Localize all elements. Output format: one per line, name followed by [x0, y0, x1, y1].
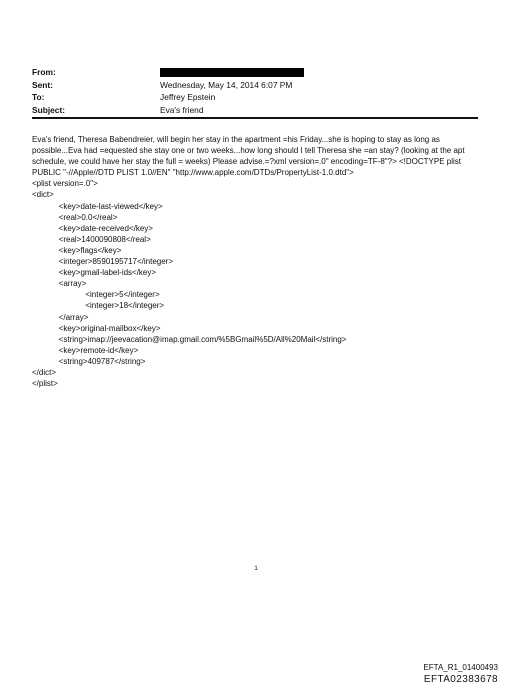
- plist-line: <key>flags</key>: [32, 245, 122, 255]
- plist-line: <key>date-received</key>: [32, 223, 153, 233]
- subject-value: Eva's friend: [160, 105, 204, 116]
- reference-id-top: EFTA_R1_01400493: [423, 663, 498, 672]
- plist-line: <key>gmail-label-ids</key>: [32, 268, 157, 278]
- sent-label: Sent:: [32, 79, 53, 90]
- plist-line: <key>date-last-viewed</key>: [32, 201, 163, 211]
- header-divider: [32, 117, 478, 119]
- plist-line: <key>remote-id</key>: [32, 345, 139, 355]
- plist-line: <dict>: [32, 190, 54, 200]
- page-number: 1: [254, 565, 258, 572]
- plist-line: <real>1400090808</real>: [32, 234, 151, 244]
- plist-block: [32, 178, 484, 389]
- plist-line: <key>original-mailbox</key>: [32, 323, 161, 333]
- plist-line: <plist version=.0">: [32, 179, 98, 189]
- to-row: [32, 91, 492, 104]
- plist-line: <array>: [32, 279, 87, 289]
- plist-line: <string>409787</string>: [32, 356, 146, 366]
- from-label: From:: [32, 67, 56, 78]
- subject-row: [32, 104, 492, 117]
- plist-line: </plist>: [32, 379, 58, 389]
- to-value: Jeffrey Epstein: [160, 92, 216, 103]
- subject-label: Subject:: [32, 105, 66, 116]
- plist-line: </array>: [32, 312, 89, 322]
- plist-line: <integer>5</integer>: [32, 290, 160, 300]
- plist-line: <integer>18</integer>: [32, 301, 165, 311]
- from-row: [32, 66, 492, 79]
- sent-row: [32, 79, 492, 92]
- plist-line: <string>imap://jeevacation@imap.gmail.com/%5BGmail%5D/All%20Mail</string>: [32, 334, 347, 344]
- plist-line: <real>0.0</real>: [32, 212, 118, 222]
- plist-line: </dict>: [32, 367, 57, 377]
- to-label: To:: [32, 92, 45, 103]
- redaction-bar: [160, 68, 304, 77]
- email-body: [32, 134, 484, 389]
- email-header: [32, 66, 492, 116]
- plist-line: <integer>8590195717</integer>: [32, 257, 173, 267]
- sent-value: Wednesday, May 14, 2014 6:07 PM: [160, 79, 293, 90]
- body-paragraph: Eva's friend, Theresa Babendreier, will begin her stay in the apartment =his Friday...she is hoping to stay as long as possible...Eva had =equested she stay one or two weeks...how long should I tell Theresa she =an stay? (looking at the apt schedule, we could have her stay the full = weeks) Please advise.=?xml version=.0" encoding=TF-8"?> <!DOCTYPE plist PUBLIC "-//Apple//DTD PLIST 1.0//EN" "http://www.apple.com/DTDs/PropertyList-1.0.dtd">: [32, 135, 465, 178]
- reference-id-bottom: EFTA02383678: [423, 674, 498, 685]
